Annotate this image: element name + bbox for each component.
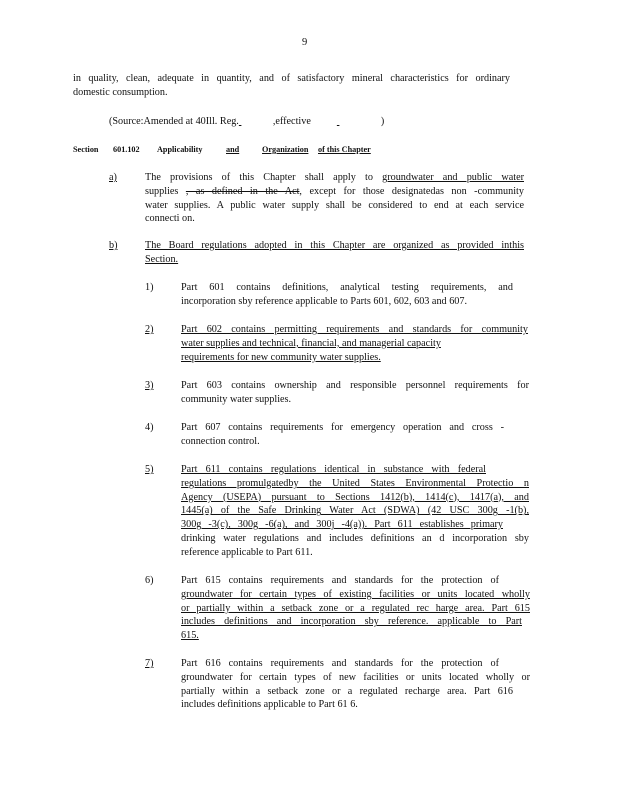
intro-paragraph [73, 72, 510, 100]
item-6-label: 6) [145, 575, 154, 586]
item-7-label: 7) [145, 658, 154, 669]
item-6-line-4: includes definitions and incorporation sby reference. applicable to Part [181, 616, 522, 628]
section-title-part-1: Applicability [157, 145, 203, 154]
para-a [145, 171, 524, 226]
para-b-label: b) [109, 240, 118, 251]
page-number: 9 [302, 37, 308, 48]
item-1 [181, 281, 513, 309]
item-3-line-1: Part 603 contains ownership and responsible personnel requirements for [181, 380, 529, 391]
item-5-label: 5) [145, 464, 154, 475]
section-title-part-2: and [226, 145, 240, 154]
item-7-line-3: partially within a setback zone or a regulated recharge area. Part 616 [181, 685, 513, 697]
section-title-part-3: Organization [262, 145, 309, 154]
source-note [109, 115, 384, 129]
item-5-line-4: 1445(a) of the Safe Drinking Water Act (SDWA) (42 USC 300g -1(b), [181, 505, 529, 517]
item-7 [181, 657, 530, 712]
item-5 [181, 463, 529, 560]
item-3-label: 3) [145, 380, 154, 391]
item-5-line-1: Part 611 contains regulations identical in substance with federal [181, 464, 486, 475]
para-a-line-2-text: supplies [145, 185, 186, 197]
source-middle: ,effective [272, 116, 311, 127]
para-a-line-4: connecti on. [145, 213, 195, 225]
item-2-label: 2) [145, 324, 154, 335]
item-6-line-2: groundwater for certain types of existing facilities or units located wholly [181, 588, 530, 600]
item-4 [181, 421, 504, 449]
item-6-line-1: Part 615 contains requirements and standards for the protection of [181, 575, 499, 586]
section-number: 601.102 [113, 145, 140, 154]
para-a-line-1 [145, 171, 524, 185]
item-4-line-2: connection control. [181, 435, 260, 447]
item-2-line-1: Part 602 contains permitting requirements and standards for community [181, 324, 528, 335]
item-2 [181, 323, 528, 364]
item-6-line-3: or partially within a setback zone or a regulated rec harge area. Part 615 [181, 602, 530, 614]
source-suffix: ) [380, 116, 385, 127]
para-a-label: a) [109, 172, 117, 183]
para-a-line-1-inserted: groundwater and public water [382, 172, 524, 183]
item-1-label: 1) [145, 282, 154, 293]
item-2-line-3: requirements for new community water supplies. [181, 351, 381, 363]
item-3-line-2: community water supplies. [181, 393, 292, 405]
para-b [145, 239, 524, 267]
item-7-line-2: groundwater for certain types of new facilities or units located wholly or [181, 671, 530, 683]
para-a-line-2-deleted: , as defined in the Act [185, 185, 300, 197]
item-3 [181, 379, 529, 407]
item-7-line-4: includes definitions applicable to Part 61 6. [181, 699, 358, 711]
para-a-line-1-text: The provisions of this Chapter shall apply to [145, 172, 383, 183]
item-2-line-2: water supplies and technical, financial, and managerial capacity [181, 337, 441, 349]
intro-line-1: in quality, clean, adequate in quantity, and of satisfactory mineral characteristics for ordinary [73, 73, 510, 84]
item-5-line-7: reference applicable to Part 611. [181, 546, 313, 558]
intro-line-2: domestic consumption. [73, 86, 168, 98]
item-4-line-1: Part 607 contains requirements for emergency operation and cross - [181, 422, 504, 433]
source-blank-1 [239, 115, 273, 129]
item-5-line-6: drinking water regulations and includes definitions an d incorporation sby [181, 532, 529, 544]
item-5-line-3: Agency (USEPA) pursuant to Sections 1412(b), 1414(c), 1417(a), and [181, 491, 529, 503]
item-7-line-1: Part 616 contains requirements and standards for the protection of [181, 658, 499, 669]
item-4-label: 4) [145, 422, 154, 433]
section-label: Section [73, 145, 99, 154]
para-b-line-2: Section. [145, 253, 179, 265]
item-6 [181, 574, 530, 643]
item-5-line-2: regulations promulgatedby the United States Environmental Protectio n [181, 477, 529, 489]
para-a-line-2-rest: , except for those designatedas non -community [299, 185, 524, 197]
source-blank-2 [337, 115, 381, 129]
section-title-part-4: of this Chapter [318, 145, 371, 154]
item-6-line-5: 615. [181, 630, 199, 642]
item-1-line-2: incorporation sby reference applicable to Parts 601, 602, 603 and 607. [181, 295, 468, 307]
item-5-line-5: 300g -3(c), 300g -6(a), and 300j -4(a)). Part 611 establishes primary [181, 519, 503, 531]
para-a-line-2 [145, 185, 524, 199]
para-a-line-3: water supplies. A public water supply shall be considered to end at each service [145, 199, 524, 211]
source-prefix: (Source:Amended at 40Ill. Reg. [109, 116, 239, 127]
item-1-line-1: Part 601 contains definitions, analytical testing requirements, and [181, 282, 513, 293]
para-b-line-1: The Board regulations adopted in this Chapter are organized as provided inthis [145, 240, 524, 251]
